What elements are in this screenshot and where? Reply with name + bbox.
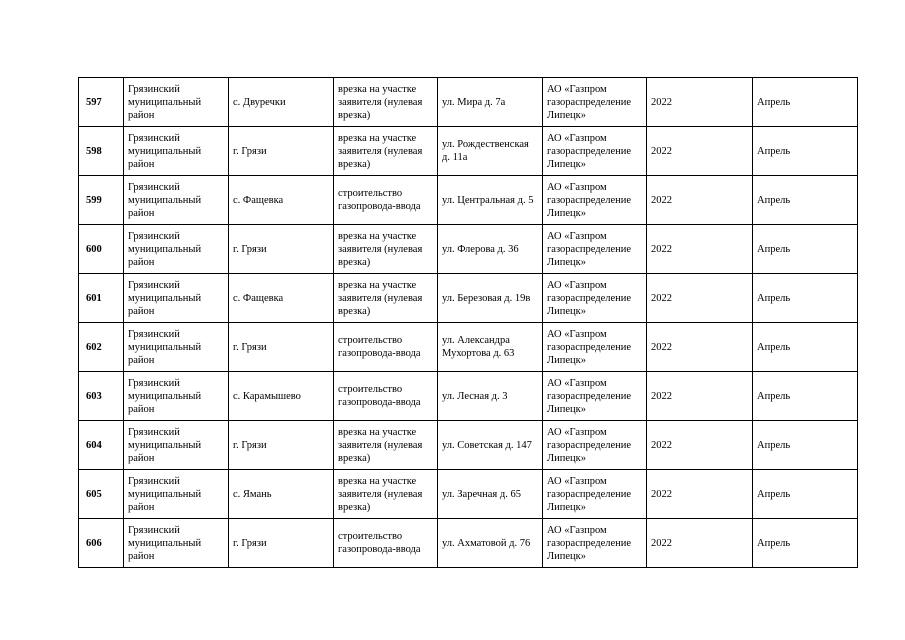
address-cell: ул. Александра Мухортова д. 63 — [438, 323, 543, 372]
organization-cell: АО «Газпром газораспределение Липецк» — [543, 274, 647, 323]
table-row — [79, 127, 858, 176]
month-cell: Апрель — [753, 176, 858, 225]
year-cell: 2022 — [647, 372, 753, 421]
district-cell: Грязинский муниципальный район — [124, 274, 229, 323]
settlement-cell: с. Двуречки — [229, 78, 334, 127]
year-cell: 2022 — [647, 470, 753, 519]
row-number: 605 — [79, 470, 124, 519]
district-cell: Грязинский муниципальный район — [124, 470, 229, 519]
table-row — [79, 519, 858, 568]
organization-cell: АО «Газпром газораспределение Липецк» — [543, 323, 647, 372]
month-cell: Апрель — [753, 127, 858, 176]
table-row — [79, 470, 858, 519]
settlement-cell: г. Грязи — [229, 323, 334, 372]
organization-cell: АО «Газпром газораспределение Липецк» — [543, 78, 647, 127]
address-cell: ул. Советская д. 147 — [438, 421, 543, 470]
settlement-cell: с. Фащевка — [229, 176, 334, 225]
year-cell: 2022 — [647, 225, 753, 274]
table-row — [79, 225, 858, 274]
row-number: 606 — [79, 519, 124, 568]
settlement-cell: с. Ямань — [229, 470, 334, 519]
address-cell: ул. Флерова д. 36 — [438, 225, 543, 274]
year-cell: 2022 — [647, 421, 753, 470]
address-cell: ул. Заречная д. 65 — [438, 470, 543, 519]
month-cell: Апрель — [753, 78, 858, 127]
address-cell: ул. Ахматовой д. 76 — [438, 519, 543, 568]
year-cell: 2022 — [647, 78, 753, 127]
month-cell: Апрель — [753, 470, 858, 519]
month-cell: Апрель — [753, 421, 858, 470]
work-type-cell: строительство газопровода-ввода — [334, 323, 438, 372]
work-type-cell: врезка на участке заявителя (нулевая врезка) — [334, 470, 438, 519]
year-cell: 2022 — [647, 176, 753, 225]
table-row — [79, 274, 858, 323]
work-type-cell: строительство газопровода-ввода — [334, 372, 438, 421]
settlement-cell: г. Грязи — [229, 127, 334, 176]
gas-connection-table — [78, 77, 858, 568]
month-cell: Апрель — [753, 274, 858, 323]
work-type-cell: врезка на участке заявителя (нулевая врезка) — [334, 421, 438, 470]
district-cell: Грязинский муниципальный район — [124, 225, 229, 274]
table-row — [79, 323, 858, 372]
district-cell: Грязинский муниципальный район — [124, 519, 229, 568]
district-cell: Грязинский муниципальный район — [124, 323, 229, 372]
settlement-cell: с. Карамышево — [229, 372, 334, 421]
row-number: 597 — [79, 78, 124, 127]
organization-cell: АО «Газпром газораспределение Липецк» — [543, 421, 647, 470]
district-cell: Грязинский муниципальный район — [124, 127, 229, 176]
table-body — [79, 78, 858, 568]
work-type-cell: строительство газопровода-ввода — [334, 176, 438, 225]
month-cell: Апрель — [753, 372, 858, 421]
organization-cell: АО «Газпром газораспределение Липецк» — [543, 470, 647, 519]
year-cell: 2022 — [647, 274, 753, 323]
address-cell: ул. Лесная д. 3 — [438, 372, 543, 421]
organization-cell: АО «Газпром газораспределение Липецк» — [543, 372, 647, 421]
month-cell: Апрель — [753, 323, 858, 372]
work-type-cell: врезка на участке заявителя (нулевая врезка) — [334, 274, 438, 323]
district-cell: Грязинский муниципальный район — [124, 372, 229, 421]
row-number: 600 — [79, 225, 124, 274]
work-type-cell: строительство газопровода-ввода — [334, 519, 438, 568]
row-number: 602 — [79, 323, 124, 372]
address-cell: ул. Рождественская д. 11а — [438, 127, 543, 176]
settlement-cell: г. Грязи — [229, 421, 334, 470]
district-cell: Грязинский муниципальный район — [124, 421, 229, 470]
table-row — [79, 78, 858, 127]
table-row — [79, 176, 858, 225]
row-number: 604 — [79, 421, 124, 470]
district-cell: Грязинский муниципальный район — [124, 176, 229, 225]
row-number: 601 — [79, 274, 124, 323]
month-cell: Апрель — [753, 225, 858, 274]
year-cell: 2022 — [647, 519, 753, 568]
year-cell: 2022 — [647, 323, 753, 372]
table-row — [79, 421, 858, 470]
row-number: 599 — [79, 176, 124, 225]
work-type-cell: врезка на участке заявителя (нулевая врезка) — [334, 78, 438, 127]
organization-cell: АО «Газпром газораспределение Липецк» — [543, 176, 647, 225]
address-cell: ул. Березовая д. 19в — [438, 274, 543, 323]
settlement-cell: с. Фащевка — [229, 274, 334, 323]
work-type-cell: врезка на участке заявителя (нулевая врезка) — [334, 127, 438, 176]
address-cell: ул. Мира д. 7а — [438, 78, 543, 127]
organization-cell: АО «Газпром газораспределение Липецк» — [543, 519, 647, 568]
district-cell: Грязинский муниципальный район — [124, 78, 229, 127]
settlement-cell: г. Грязи — [229, 225, 334, 274]
organization-cell: АО «Газпром газораспределение Липецк» — [543, 225, 647, 274]
row-number: 603 — [79, 372, 124, 421]
settlement-cell: г. Грязи — [229, 519, 334, 568]
month-cell: Апрель — [753, 519, 858, 568]
row-number: 598 — [79, 127, 124, 176]
work-type-cell: врезка на участке заявителя (нулевая врезка) — [334, 225, 438, 274]
address-cell: ул. Центральная д. 5 — [438, 176, 543, 225]
organization-cell: АО «Газпром газораспределение Липецк» — [543, 127, 647, 176]
table-row — [79, 372, 858, 421]
year-cell: 2022 — [647, 127, 753, 176]
